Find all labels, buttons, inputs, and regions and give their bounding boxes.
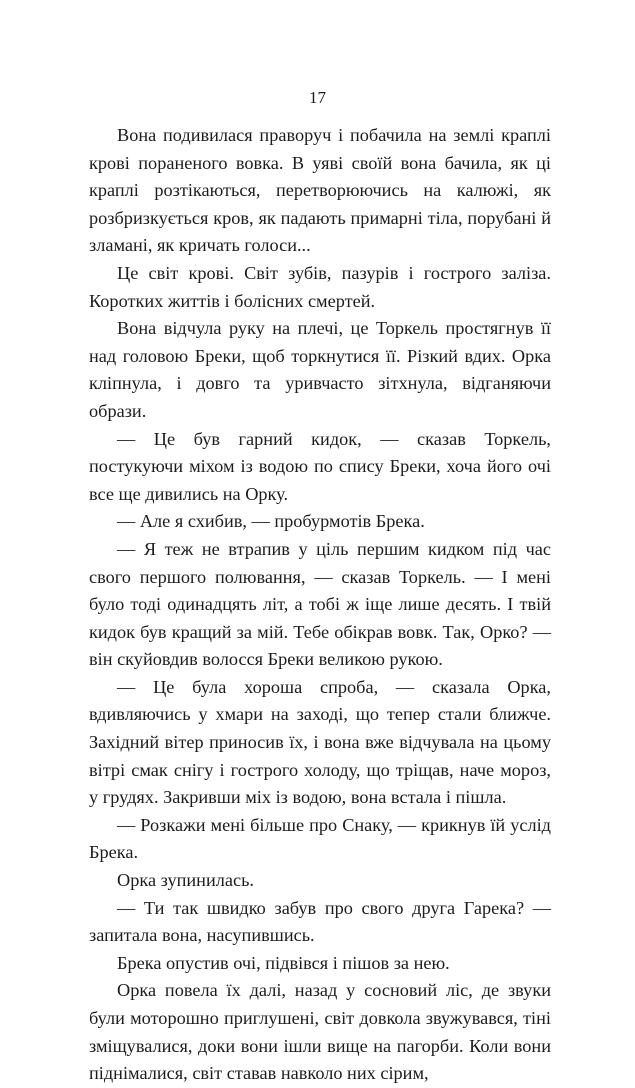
paragraph: — Це був гарний кидок, — сказав Торкель, постукуючи міхом із водою по спису Бреки, хоча його очі все ще дивились на Орку. xyxy=(89,428,551,504)
paragraph: Це світ крові. Світ зубів, пазурів і гострого заліза. Коротких життів і болісних смертей. xyxy=(89,262,551,311)
paragraph: Орка повела їх далі, назад у сосновий ліс, де звуки були моторошно приглушені, світ довкола звужувався, тіні зміщувалися, доки вони ішли вище на пагорби. Коли вони піднімалися, світ ставав навколо них сірим, xyxy=(89,980,551,1084)
paragraph: — Розкажи мені більше про Снаку, — крикнув їй услід Брека. xyxy=(89,814,551,863)
body-text xyxy=(89,122,551,1088)
page-number: 17 xyxy=(309,88,326,107)
paragraph: — Це була хороша спроба, — сказала Орка, вдивляючись у хмари на заході, що тепер стали ближче. Західний вітер приносив їх, і вона вже відчувала на цьому вітрі смак снігу і гострого холоду, що тріщав, наче мороз, у грудях. Закривши міх із водою, вона встала і пішла. xyxy=(89,676,551,808)
paragraph: — Але я схибив, — пробурмотів Брека. xyxy=(117,511,425,532)
paragraph: — Я теж не втрапив у ціль першим кидком під час свого першого полювання, — сказав Торкель. — І мені було тоді одинадцять літ, а тобі ж іще лише десять. І твій кидок був кращий за мій. Тебе обікрав вовк. Так, Орко? — він скуйовдив волосся Бреки великою рукою. xyxy=(89,538,551,670)
paragraph: Орка зупинилась. xyxy=(117,870,255,891)
paragraph: Вона подивилася праворуч і побачила на землі краплі крові пораненого вовка. В уяві своїй вона бачила, як ці краплі розтікаються, перетворюючись на калюжі, як розбризкується кров, як падають примарні тіла, порубані й зламані, як кричать голоси... xyxy=(89,125,551,256)
paragraph: Вона відчула руку на плечі, це Торкель простягнув її над головою Бреки, щоб торкнутися її. Різкий вдих. Орка кліпнула, і довго та уривчасто зітхнула, відганяючи образи. xyxy=(89,318,551,421)
paragraph: — Ти так швидко забув про свого друга Гарека? — запитала вона, насупившись. xyxy=(89,897,551,946)
paragraph: Брека опустив очі, підвівся і пішов за нею. xyxy=(117,952,450,973)
